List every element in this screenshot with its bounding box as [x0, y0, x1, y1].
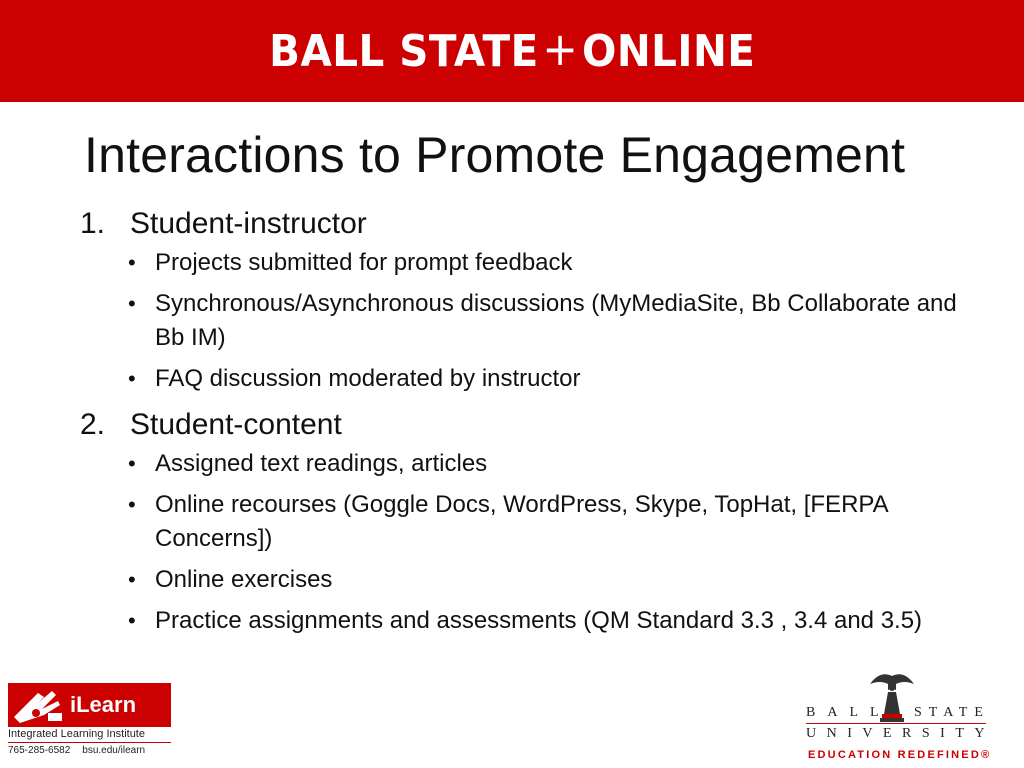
- section-number: 1.: [80, 207, 106, 240]
- ilearn-subtitle: Integrated Learning Institute: [8, 728, 145, 740]
- brand-wordmark: [269, 24, 755, 78]
- list-item-text: FAQ discussion moderated by instructor: [155, 365, 581, 392]
- list-item-text: Synchronous/Asynchronous discussions (MyMediaSite, Bb Collaborate and Bb IM): [155, 290, 957, 351]
- list-item: [128, 246, 980, 280]
- header-banner: [0, 0, 1024, 102]
- ilearn-name: iLearn: [70, 692, 137, 717]
- list-item: [128, 447, 980, 481]
- bullet-list: [128, 447, 980, 638]
- list-item: [128, 563, 980, 597]
- ilearn-phone: 765-285-6582: [8, 745, 71, 756]
- bullet-icon: •: [128, 608, 136, 633]
- brand-right: ONLINE: [581, 25, 756, 77]
- bsu-ball-text: BALL: [806, 705, 891, 720]
- ilearn-url: bsu.edu/ilearn: [82, 745, 146, 756]
- bsu-divider: [806, 723, 986, 724]
- ilearn-logo-bar: [8, 683, 171, 727]
- bsu-tagline: EDUCATION REDEFINED®: [808, 749, 992, 761]
- brand-plus: +: [542, 22, 579, 76]
- section-title: Student-content: [130, 408, 342, 441]
- bsu-university-text: UNIVERSITY: [806, 726, 995, 741]
- section-heading: [80, 202, 980, 246]
- bullet-icon: •: [128, 492, 136, 517]
- list-item-text: Projects submitted for prompt feedback: [155, 249, 573, 276]
- list-item: [128, 604, 980, 638]
- list-item: [128, 362, 980, 396]
- content-list: [80, 202, 980, 645]
- list-item: [128, 488, 980, 556]
- bullet-icon: •: [128, 567, 136, 592]
- section-number: 2.: [80, 408, 106, 441]
- bsu-state-text: STATE: [914, 705, 990, 720]
- ilearn-divider: [8, 742, 171, 743]
- list-item: [128, 287, 980, 355]
- section-heading: [80, 403, 980, 447]
- slide-title: Interactions to Promote Engagement: [84, 127, 906, 183]
- section-student-instructor: [80, 202, 980, 396]
- bullet-list: [128, 246, 980, 396]
- list-item-text: Online recourses (Goggle Docs, WordPress, Skype, TopHat, [FERPA Concerns]): [155, 491, 888, 552]
- list-item-text: Online exercises: [155, 566, 333, 593]
- ilearn-contact: [8, 745, 173, 756]
- bullet-icon: •: [128, 366, 136, 391]
- ilearn-logo: [8, 683, 173, 759]
- bullet-icon: •: [128, 291, 136, 316]
- bsu-logo: [806, 668, 995, 764]
- bullet-icon: •: [128, 451, 136, 476]
- brand-left: BALL STATE: [268, 25, 539, 77]
- cardinal-icon: [8, 683, 70, 727]
- section-title: Student-instructor: [130, 207, 367, 240]
- bullet-icon: •: [128, 250, 136, 275]
- section-student-content: [80, 403, 980, 638]
- list-item-text: Practice assignments and assessments (QM Standard 3.3 , 3.4 and 3.5): [155, 607, 923, 634]
- list-item-text: Assigned text readings, articles: [155, 450, 488, 477]
